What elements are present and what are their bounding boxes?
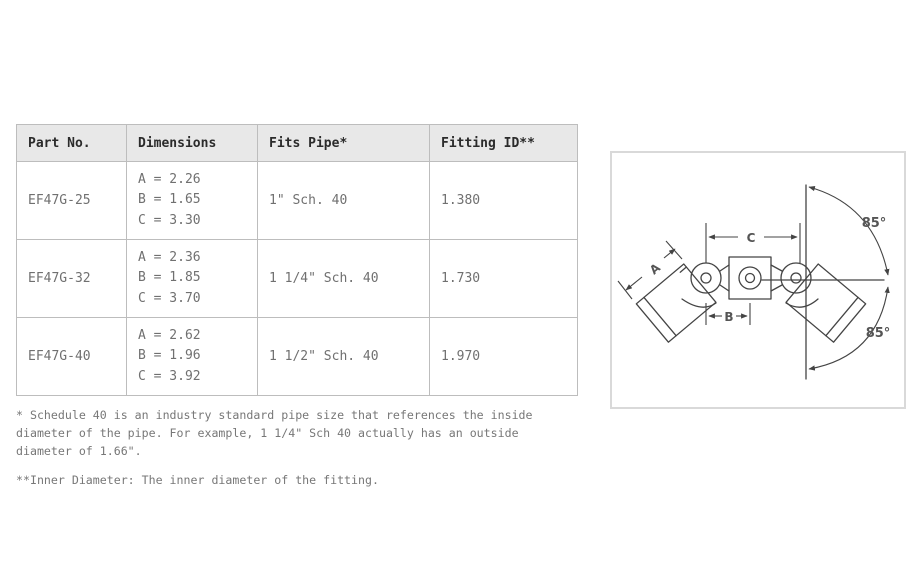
header-dimensions: Dimensions xyxy=(127,125,258,162)
angle-arcs xyxy=(809,187,888,369)
cell-dimensions xyxy=(127,162,258,240)
cell-fitting-id: 1.730 xyxy=(430,240,578,318)
cell-part-no: EF47G-32 xyxy=(17,240,127,318)
center-bolt-hole xyxy=(746,274,755,283)
table-body xyxy=(17,162,578,396)
dimension-b: B = 1.65 xyxy=(138,192,201,208)
cell-part-no: EF47G-40 xyxy=(17,318,127,396)
center-block xyxy=(729,257,771,299)
table-row xyxy=(17,162,578,240)
spec-table xyxy=(16,124,578,396)
schedule-40-note: * Schedule 40 is an industry standard pipe size that references the inside diameter of the pipe. For example, 1 1/4" Sch 40 actually has an outside diameter of 1.66". xyxy=(16,408,533,458)
right-clamp-lip xyxy=(786,299,818,307)
left-pivot-pin xyxy=(701,273,711,283)
label-b: B xyxy=(724,310,734,324)
dimension-a: A = 2.36 xyxy=(138,249,201,265)
footnotes xyxy=(16,406,576,489)
cell-fitting-id: 1.380 xyxy=(430,162,578,240)
dimension-c: C = 3.92 xyxy=(138,368,201,384)
inner-diameter-note: **Inner Diameter: The inner diameter of the fitting. xyxy=(16,473,379,487)
table-row xyxy=(17,318,578,396)
cell-fits-pipe: 1 1/2" Sch. 40 xyxy=(258,318,430,396)
cell-fits-pipe: 1" Sch. 40 xyxy=(258,162,430,240)
center-bolt xyxy=(739,267,761,289)
cell-fitting-id: 1.970 xyxy=(430,318,578,396)
header-part-no: Part No. xyxy=(17,125,127,162)
header-fitting-id: Fitting ID** xyxy=(430,125,578,162)
dimension-b: B = 1.85 xyxy=(138,270,201,286)
header-fits-pipe: Fits Pipe* xyxy=(258,125,430,162)
cell-fits-pipe: 1 1/4" Sch. 40 xyxy=(258,240,430,318)
cell-dimensions xyxy=(127,240,258,318)
left-clamp-lip xyxy=(682,299,716,307)
dimension-c: C = 3.30 xyxy=(138,212,201,228)
dimension-a: A = 2.26 xyxy=(138,171,201,187)
angle-bottom-label: 85° xyxy=(865,326,891,341)
table-header xyxy=(17,125,578,162)
dimension-b: B = 1.96 xyxy=(138,348,201,364)
right-socket xyxy=(786,264,866,342)
angle-top-label: 85° xyxy=(861,216,887,231)
cell-part-no: EF47G-25 xyxy=(17,162,127,240)
table-header-row xyxy=(17,125,578,162)
cell-dimensions xyxy=(127,318,258,396)
label-c: C xyxy=(746,231,756,245)
fitting-diagram xyxy=(610,151,906,409)
dimension-a: A = 2.62 xyxy=(138,327,201,343)
table-row xyxy=(17,240,578,318)
fitting-diagram-svg xyxy=(612,153,904,407)
right-pivot-pin xyxy=(791,273,801,283)
left-socket xyxy=(636,264,716,342)
label-a: A xyxy=(646,260,664,278)
dimension-c: C = 3.70 xyxy=(138,290,201,306)
